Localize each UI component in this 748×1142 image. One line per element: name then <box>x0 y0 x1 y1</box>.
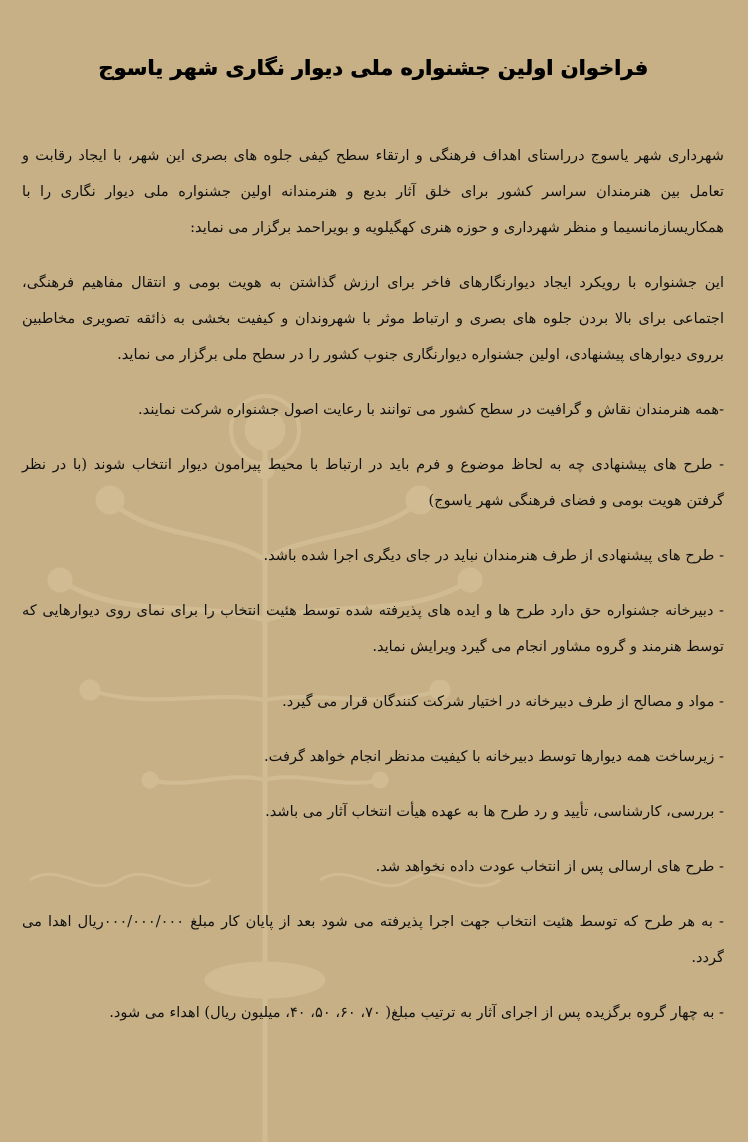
rule-editing-rights: - دبیرخانه جشنواره حق دارد طرح ها و ایده های پذیرفته شده توسط هئیت انتخاب را برای نمای روی دیوارهایی که توسط هنرمند و گروه مشاور انجام می گیرد ویرایش نماید. <box>22 602 724 655</box>
rule-originality: - طرح های پیشنهادی از طرف هنرمندان نباید در جای دیگری اجرا شده باشد. <box>263 547 724 564</box>
page-title: فراخوان اولین جشنواره ملی دیوار نگاری شهر یاسوج <box>98 56 648 80</box>
intro-paragraph: شهرداری شهر یاسوج درراستای اهداف فرهنگی و ارتقاء سطح کیفی جلوه های بصری این شهر، با ایجاد رقابت و تعامل بین هنرمندان سراسر کشور برای خلق آثار بدیع و هنرمندانه اولین جشنواره ملی دیوار نگاری را با همکاریسازمانسیما و منظر شهرداری و حوزه هنری کهگیلویه و بویراحمد برگزار می نماید: <box>22 147 724 236</box>
rule-materials: - مواد و مصالح از طرف دبیرخانه در اختیار شرکت کنندگان قرار می گیرد. <box>282 693 724 710</box>
rule-payment: - به هر طرح که توسط هئیت انتخاب جهت اجرا پذیرفته می شود بعد از پایان کار مبلغ ۰۰۰/۰۰۰/۰۰۰ریال اهدا می گردد. <box>22 913 724 966</box>
rule-eligibility: -همه هنرمندان نقاش و گرافیت در سطح کشور می توانند با رعایت اصول جشنواره شرکت نمایند. <box>138 401 724 418</box>
rule-review: - بررسی، کارشناسی، تأیید و رد طرح ها به عهده هیأت انتخاب آثار می باشد. <box>265 803 724 820</box>
purpose-paragraph: این جشنواره با رویکرد ایجاد دیوارنگارهای فاخر برای ارزش گذاشتن به هویت بومی و انتقال مفاهیم فرهنگی، اجتماعی برای بالا بردن جلوه های بصری و ارتباط موثر با شهروندان و کیفیت بخشی به ذائقه تصویری مخاطبین برروی دیوارهای پیشنهادی، اولین جشنواره دیوارنگاری جنوب کشور را در سطح ملی برگزار می نماید. <box>22 274 724 363</box>
rule-design-context: - طرح های پیشنهادی چه به لحاظ موضوع و فرم باید در ارتباط با محیط پیرامون دیوار انتخاب شوند (با در نظر گرفتن هویت بومی و فضای فرهنگی شهر یاسوج) <box>22 456 724 509</box>
rule-infrastructure: - زیرساخت همه دیوارها توسط دبیرخانه با کیفیت مدنظر انجام خواهد گرفت. <box>264 748 724 765</box>
rule-no-return: - طرح های ارسالی پس از انتخاب عودت داده نخواهد شد. <box>375 858 724 875</box>
rule-prizes: - به چهار گروه برگزیده پس از اجرای آثار به ترتیب مبلغ( ۷۰، ۶۰، ۵۰، ۴۰، میلیون ریال) اهداء می شود. <box>109 1004 724 1021</box>
